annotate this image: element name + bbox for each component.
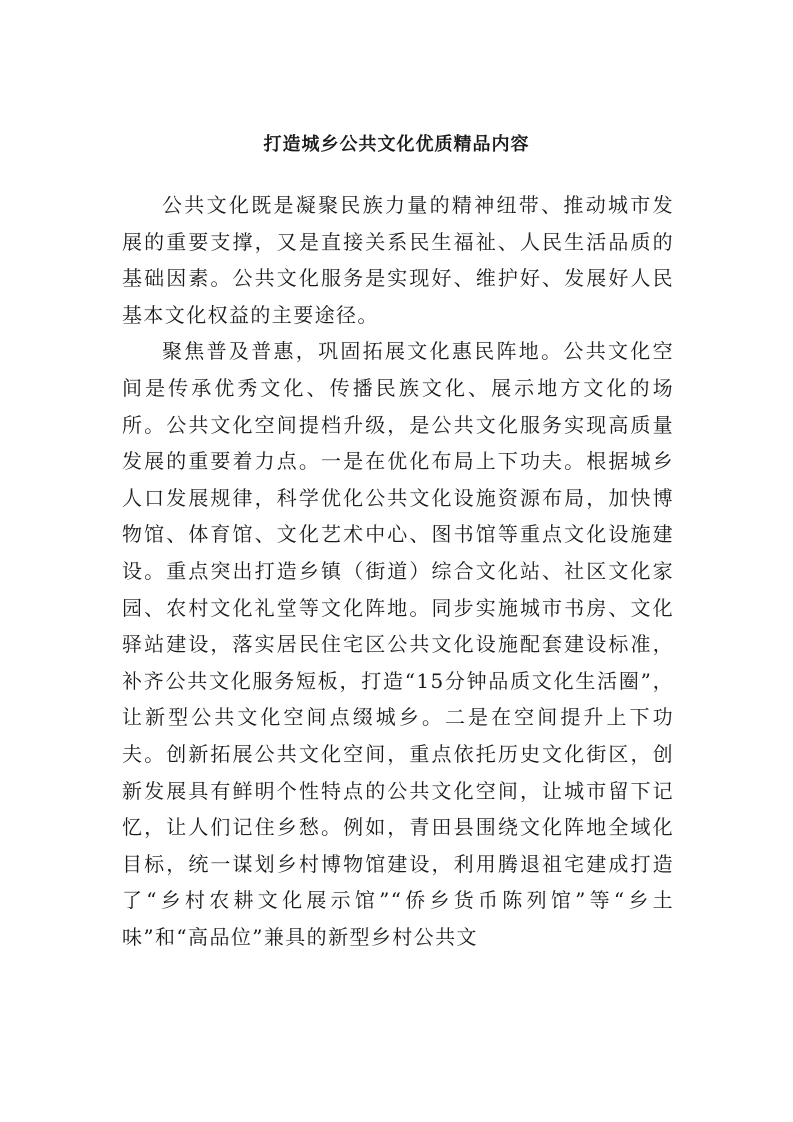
paragraph-intro: 公共文化既是凝聚民族力量的精神纽带、推动城市发展的重要支撑，又是直接关系民生福祉、人民生活品质的基础因素。公共文化服务是实现好、维护好、发展好人民基本文化权益的主要途径。 [122,193,674,327]
document-title: 打造城乡公共文化优质精品内容 [263,134,530,155]
paragraph-main: 聚焦普及普惠，巩固拓展文化惠民阵地。公共文化空间是传承优秀文化、传播民族文化、展示地方文化的场所。公共文化空间提档升级，是公共文化服务实现高质量发展的重要着力点。一是在优化布局上下功夫。根据城乡人口发展规律，科学优化公共文化设施资源布局，加快博物馆、体育馆、文化艺术中心、图书馆等重点文化设施建设。重点突出打造乡镇（街道）综合文化站、社区文化家园、农村文化礼堂等文化阵地。同步实施城市书房、文化驿站建设，落实居民住宅区公共文化设施配套建设标准，补齐公共文化服务短板，打造“15分钟品质文化生活圈”，让新型公共文化空间点缀城乡。二是在空间提升上下功夫。创新拓展公共文化空间，重点依托历史文化街区，创新发展具有鲜明个性特点的公共文化空间，让城市留下记忆，让人们记住乡愁。例如，青田县围绕文化阵地全域化目标，统一谋划乡村博物馆建设，利用腾退祖宅建成打造了“乡村农耕文化展示馆”“侨乡货币陈列馆”等“乡土味”和“高品位”兼具的新型乡村公共文 [122,339,674,949]
document-body [122,187,674,955]
